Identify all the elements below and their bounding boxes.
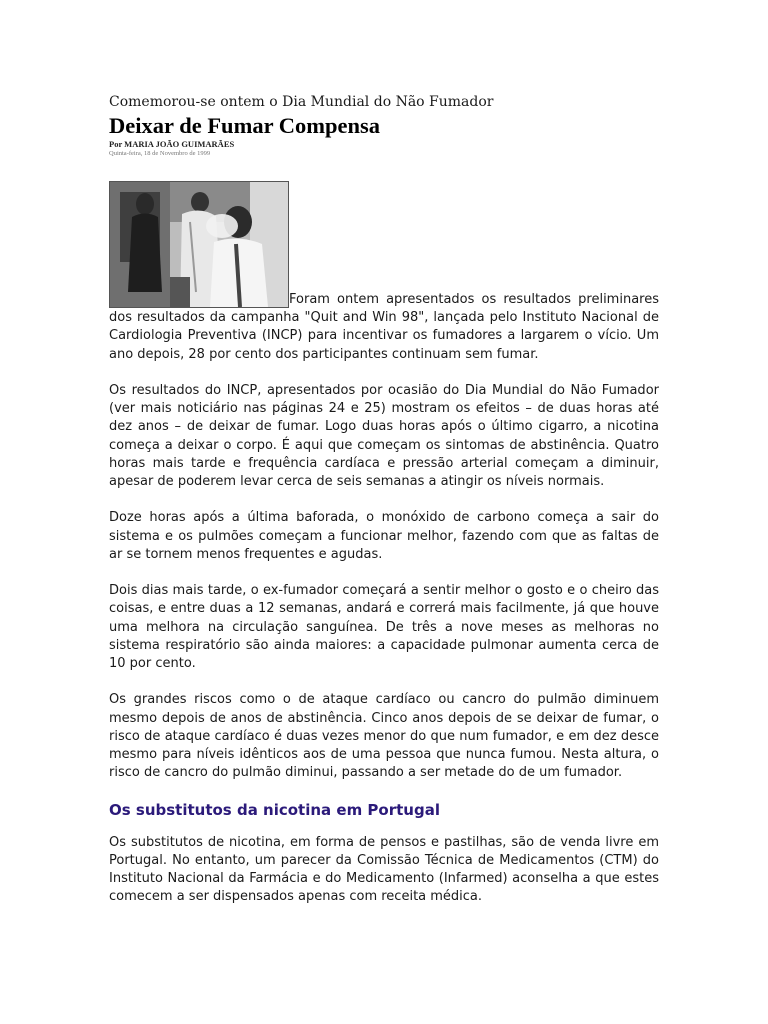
article-body: [109, 291, 659, 925]
paragraph: Foram ontem apresentados os resultados preliminares dos resultados da campanha "Quit and Win 98", lançada pelo Instituto Nacional de Cardiologia Preventiva (INCP) para incentivar os fumadores a largarem o vício. Um ano depois, 28 por cento dos participantes continuam sem fumar.: [109, 292, 659, 362]
article-photo: [109, 181, 289, 308]
article-title: Deixar de Fumar Compensa: [109, 113, 381, 138]
paragraph: Os resultados do INCP, apresentados por ocasião do Dia Mundial do Não Fumador (ver mais noticiário nas páginas 24 e 25) mostram os efeitos – de duas horas até dez anos – de deixar de fumar. Logo duas horas após o último cigarro, a nicotina começa a deixar o corpo. É aqui que começam os sintomas de abstinência. Quatro horas mais tarde e frequência cardíaca e pressão arterial começam a diminuir, apesar de poderem levar cerca de seis semanas a atingir os níveis normais.: [109, 383, 659, 490]
article-date: Quinta-feira, 18 de Novembro de 1999: [109, 150, 211, 157]
paragraph: Os grandes riscos como o de ataque cardíaco ou cancro do pulmão diminuem mesmo depois de anos de abstinência. Cinco anos depois de se deixar de fumar, o risco de ataque cardíaco é duas vezes menor do que num fumador, e em dez desce mesmo para níveis idênticos aos de uma pessoa que nunca fumou. Nesta altura, o risco de cancro do pulmão diminui, passando a ser metade do de um fumador.: [109, 692, 659, 781]
article-kicker: Comemorou-se ontem o Dia Mundial do Não Fumador: [109, 94, 494, 110]
article-byline: Por MARIA JOÃO GUIMARÃES: [109, 139, 235, 149]
paragraph: Doze horas após a última baforada, o monóxido de carbono começa a sair do sistema e os pulmões começam a funcionar melhor, fazendo com que as faltas de ar se tornem menos frequentes e agudas.: [109, 510, 659, 562]
section-heading: Os substitutos da nicotina em Portugal: [109, 800, 440, 819]
paragraph: Os substitutos de nicotina, em forma de pensos e pastilhas, são de venda livre em Portugal. No entanto, um parecer da Comissão Técnica de Medicamentos (CTM) do Instituto Nacional da Farmácia e do Medicamento (Infarmed) aconselha a que estes comecem a ser dispensados apenas com receita médica.: [109, 834, 659, 905]
paragraph: Dois dias mais tarde, o ex-fumador começará a sentir melhor o gosto e o cheiro das coisas, e entre duas a 12 semanas, andará e correrá mais facilmente, já que houve uma melhora na circulação sanguínea. De três a nove meses as melhoras no sistema respiratório são ainda maiores: a capacidade pulmonar aumenta cerca de 10 por cento.: [109, 583, 659, 672]
